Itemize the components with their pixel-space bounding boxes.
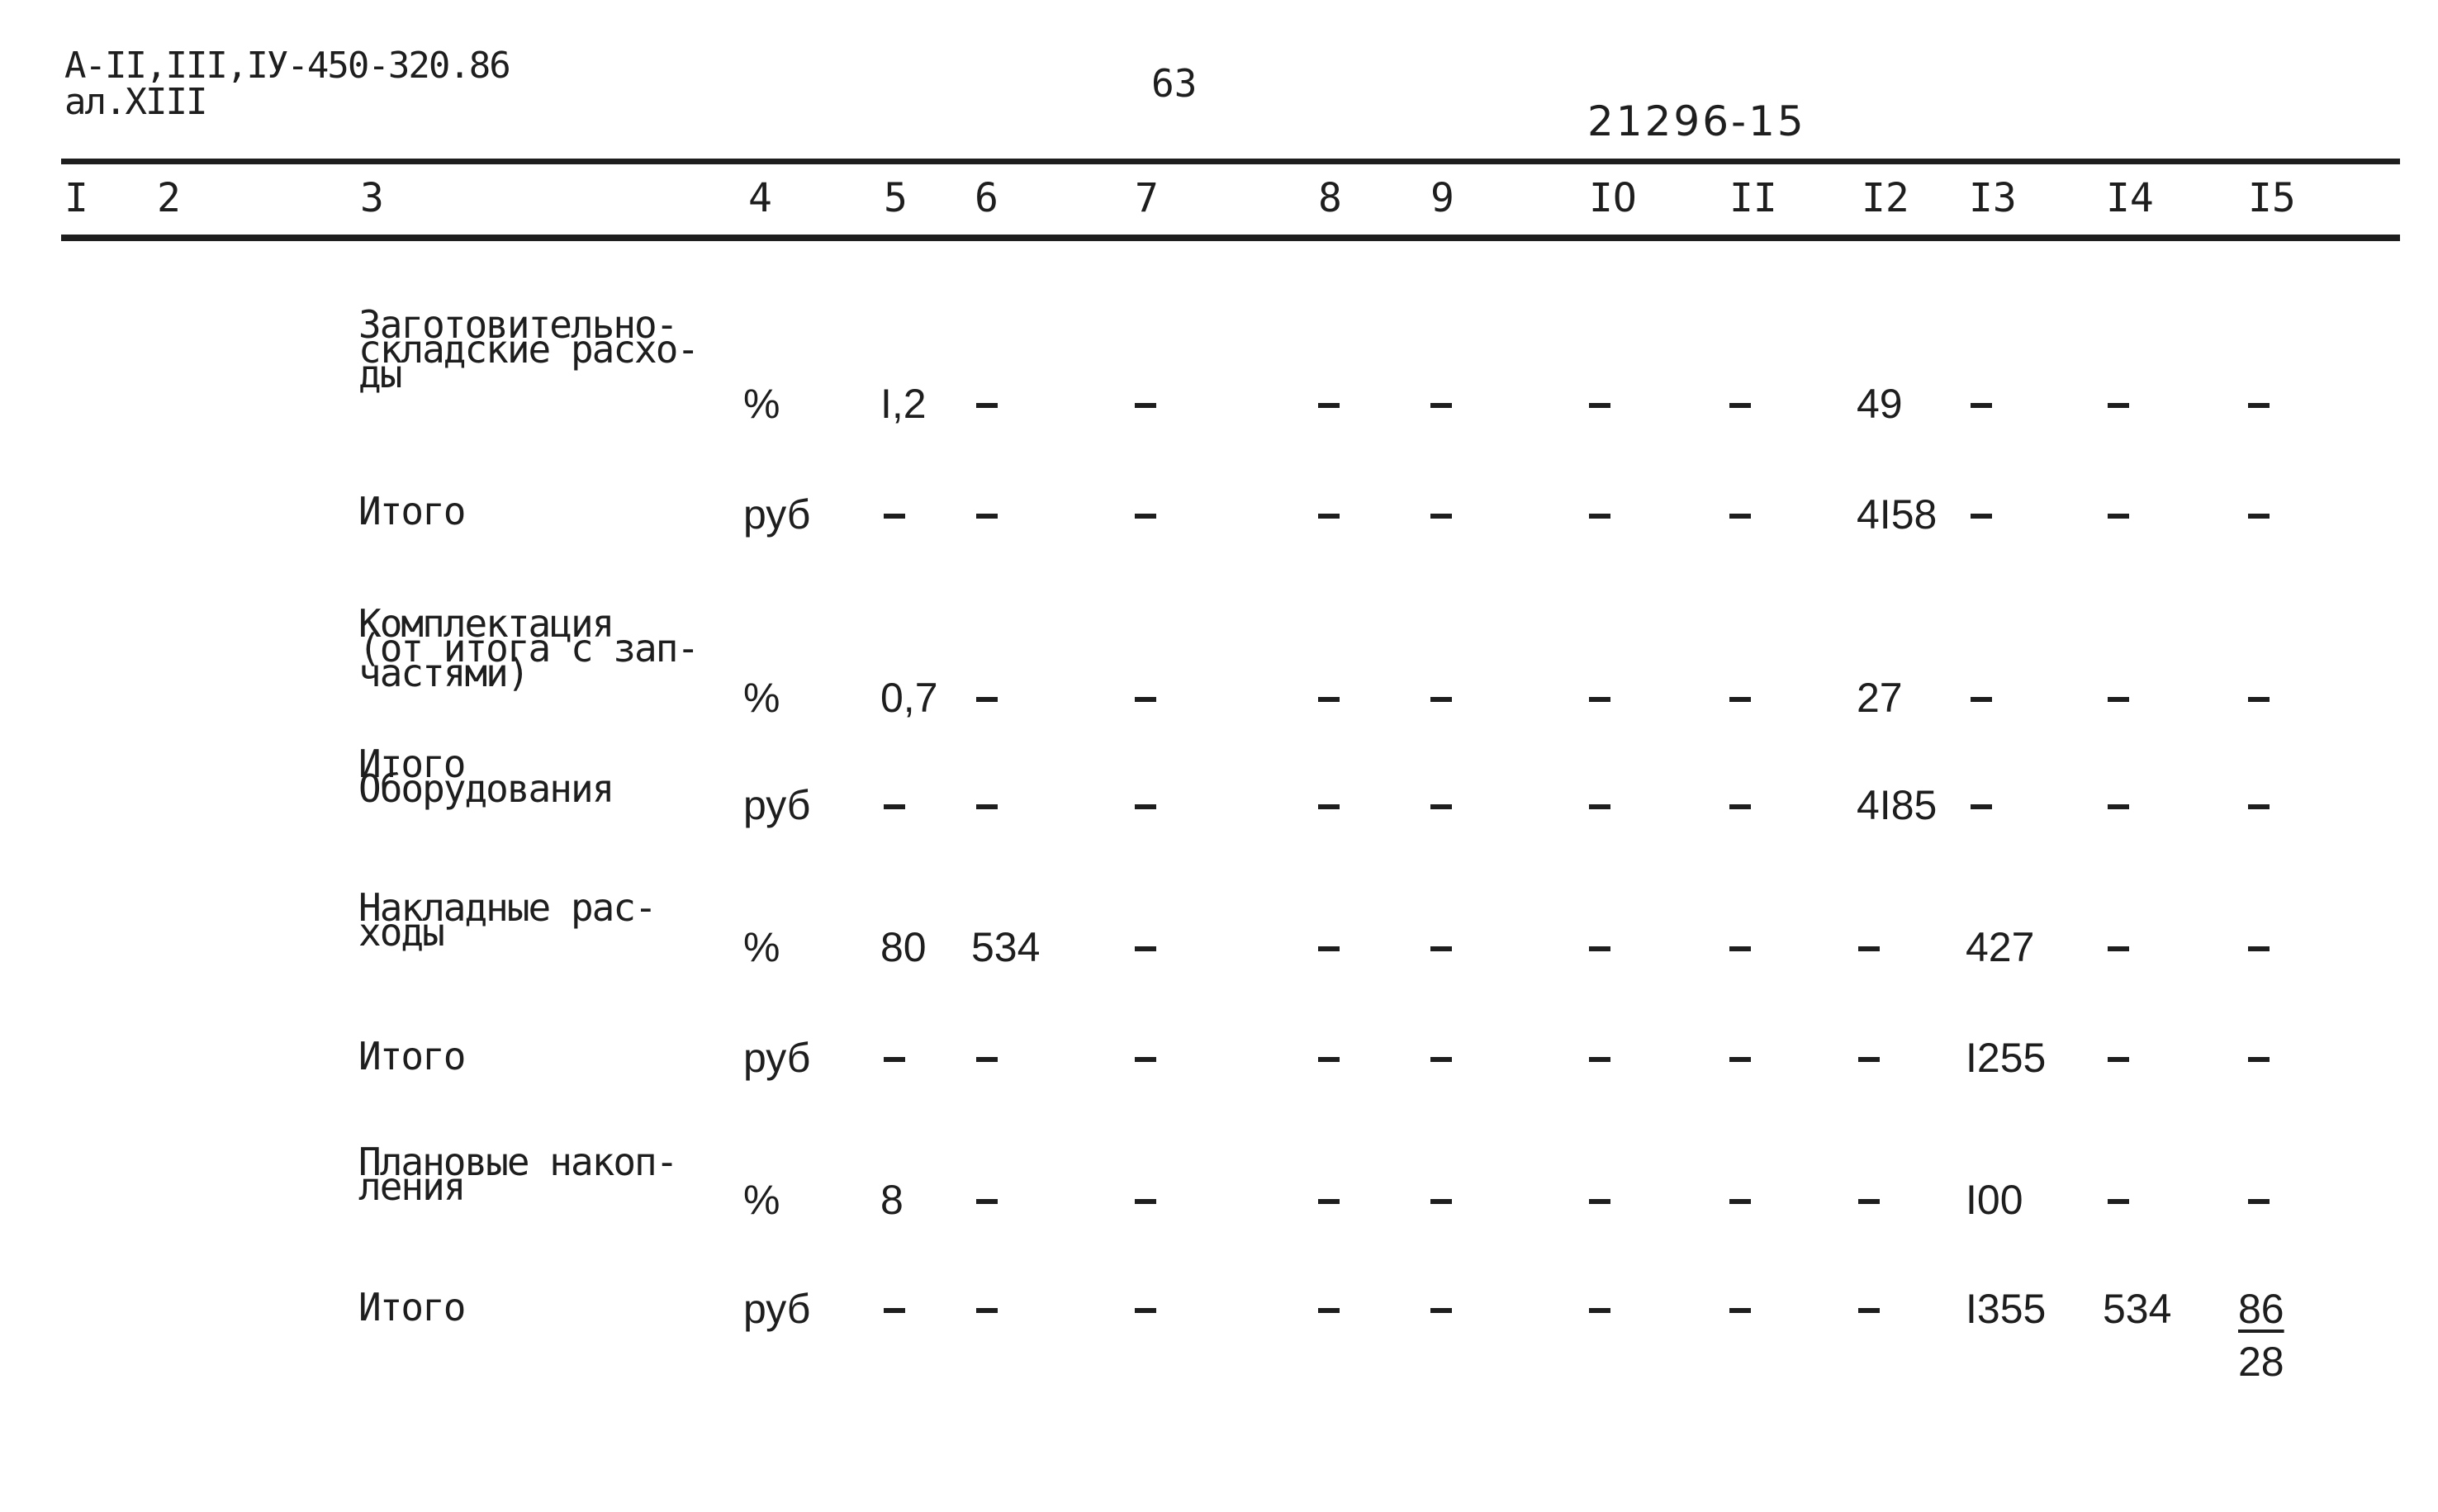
dash-col14 [2108, 403, 2129, 408]
dash-col8 [1318, 1308, 1340, 1313]
cell-col14: 534 [2103, 1286, 2172, 1332]
column-header: I2 [1862, 175, 1909, 221]
dash-col14 [2108, 697, 2129, 702]
dash-col10 [1589, 804, 1610, 809]
cell-col5: 8 [880, 1177, 904, 1223]
dash-col10 [1589, 946, 1610, 951]
dash-col5 [884, 1057, 905, 1062]
row-unit: руб [743, 491, 811, 538]
dash-col9 [1430, 697, 1452, 702]
header-bottom-rule [61, 235, 2400, 241]
dash-col14 [2108, 1199, 2129, 1204]
dash-col12 [1858, 946, 1880, 951]
row-label: Заготовительно- складские расхо- ды [358, 302, 699, 396]
column-header: 7 [1135, 175, 1159, 221]
row-label: Плановые накоп- ления [358, 1140, 677, 1209]
dash-col8 [1318, 403, 1340, 408]
dash-col6 [976, 697, 998, 702]
dash-col11 [1729, 1308, 1751, 1313]
dash-col9 [1430, 804, 1452, 809]
row-label: Комплектация (от итога с зап- частями) [358, 601, 699, 695]
cell-col15-numerator: 86 [2238, 1286, 2284, 1332]
column-header: IO [1589, 175, 1637, 221]
dash-col5 [884, 514, 905, 519]
dash-col6 [976, 1057, 998, 1062]
row-label: Итого [358, 489, 465, 533]
column-header: 2 [157, 175, 181, 221]
dash-col5 [884, 804, 905, 809]
dash-col13 [1971, 514, 1992, 519]
dash-col10 [1589, 697, 1610, 702]
dash-col10 [1589, 1308, 1610, 1313]
album-number: ал.XIII [64, 81, 206, 123]
row-unit: руб [743, 782, 811, 828]
dash-col15 [2248, 1199, 2270, 1204]
dash-col9 [1430, 514, 1452, 519]
dash-col8 [1318, 804, 1340, 809]
dash-col13 [1971, 697, 1992, 702]
column-header: I4 [2106, 175, 2154, 221]
header-top-rule [61, 159, 2400, 164]
dash-col6 [976, 1199, 998, 1204]
dash-col13 [1971, 403, 1992, 408]
row-label: Итого Оборудования [358, 742, 614, 811]
row-unit: руб [743, 1035, 811, 1081]
row-unit: % [743, 675, 780, 721]
dash-col15 [2248, 697, 2270, 702]
dash-col9 [1430, 403, 1452, 408]
column-header: 4 [748, 175, 772, 221]
dash-col7 [1135, 514, 1156, 519]
dash-col7 [1135, 804, 1156, 809]
cell-col13: I355 [1966, 1286, 2047, 1332]
row-label: Накладные рас- ходы [358, 885, 656, 955]
dash-col14 [2108, 946, 2129, 951]
dash-col9 [1430, 1057, 1452, 1062]
dash-col8 [1318, 514, 1340, 519]
dash-col5 [884, 1308, 905, 1313]
dash-col11 [1729, 403, 1751, 408]
column-header: 9 [1430, 175, 1454, 221]
dash-col6 [976, 804, 998, 809]
dash-col7 [1135, 697, 1156, 702]
dash-col8 [1318, 697, 1340, 702]
dash-col9 [1430, 1199, 1452, 1204]
cell-col13: I00 [1966, 1177, 2023, 1223]
dash-col9 [1430, 1308, 1452, 1313]
dash-col11 [1729, 1199, 1751, 1204]
dash-col6 [976, 514, 998, 519]
dash-col11 [1729, 697, 1751, 702]
column-header: 5 [884, 175, 908, 221]
cell-col12: 49 [1857, 381, 1903, 427]
dash-col14 [2108, 514, 2129, 519]
cell-col13: I255 [1966, 1035, 2047, 1081]
dash-col7 [1135, 403, 1156, 408]
cell-col13: 427 [1966, 924, 2035, 970]
dash-col11 [1729, 1057, 1751, 1062]
dash-col6 [976, 1308, 998, 1313]
dash-col11 [1729, 514, 1751, 519]
column-header: 3 [360, 175, 384, 221]
dash-col15 [2248, 804, 2270, 809]
cell-col5: I,2 [880, 381, 927, 427]
dash-col11 [1729, 804, 1751, 809]
dash-col10 [1589, 403, 1610, 408]
row-label: Итого [358, 1285, 465, 1330]
document-code: А-II,III,IУ-450-320.86 [64, 45, 510, 87]
dash-col10 [1589, 1199, 1610, 1204]
cell-col12: 27 [1857, 675, 1903, 721]
dash-col12 [1858, 1199, 1880, 1204]
cell-col15-denominator: 28 [2238, 1339, 2284, 1385]
dash-col13 [1971, 804, 1992, 809]
dash-col7 [1135, 946, 1156, 951]
dash-col12 [1858, 1057, 1880, 1062]
dash-col15 [2248, 946, 2270, 951]
row-unit: руб [743, 1286, 811, 1332]
dash-col14 [2108, 1057, 2129, 1062]
document-number: 21296-15 [1587, 97, 1806, 145]
dash-col15 [2248, 514, 2270, 519]
column-header: II [1729, 175, 1777, 221]
page-number: 63 [1151, 61, 1198, 106]
column-header: 8 [1318, 175, 1342, 221]
column-header: I5 [2248, 175, 2296, 221]
dash-col6 [976, 403, 998, 408]
dash-col8 [1318, 946, 1340, 951]
column-header: 6 [975, 175, 998, 221]
row-label: Итого [358, 1034, 465, 1078]
dash-col10 [1589, 514, 1610, 519]
cell-col5: 80 [880, 924, 927, 970]
dash-col12 [1858, 1308, 1880, 1313]
row-unit: % [743, 1177, 780, 1223]
dash-col15 [2248, 1057, 2270, 1062]
dash-col8 [1318, 1057, 1340, 1062]
dash-col11 [1729, 946, 1751, 951]
column-header: I [64, 175, 88, 221]
dash-col9 [1430, 946, 1452, 951]
dash-col10 [1589, 1057, 1610, 1062]
dash-col7 [1135, 1199, 1156, 1204]
dash-col8 [1318, 1199, 1340, 1204]
column-header: I3 [1969, 175, 2017, 221]
dash-col15 [2248, 403, 2270, 408]
cell-col12: 4I85 [1857, 782, 1938, 828]
cell-col6: 534 [971, 924, 1041, 970]
dash-col7 [1135, 1308, 1156, 1313]
row-unit: % [743, 381, 780, 427]
dash-col7 [1135, 1057, 1156, 1062]
cell-col5: 0,7 [880, 675, 938, 721]
row-unit: % [743, 924, 780, 970]
cell-col12: 4I58 [1857, 491, 1938, 538]
dash-col14 [2108, 804, 2129, 809]
